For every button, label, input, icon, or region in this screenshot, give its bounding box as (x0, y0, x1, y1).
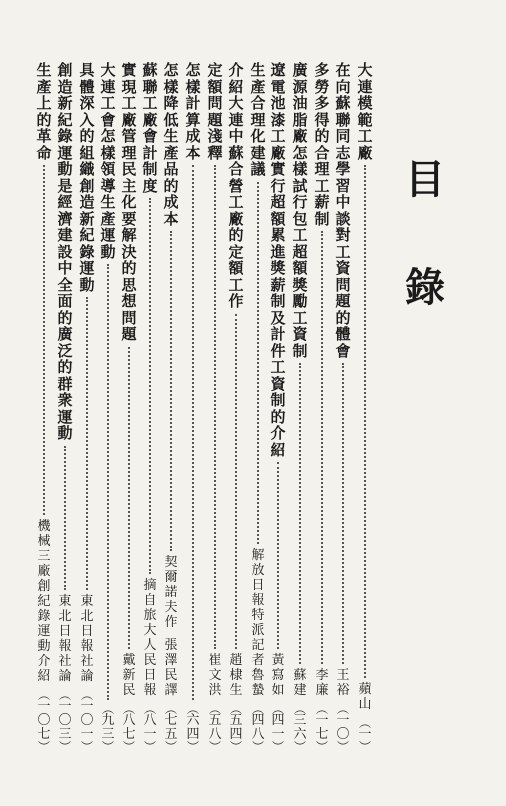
toc-entry-title: 生 產 合 理 化 建 議 (250, 61, 266, 178)
toc-entry-author: 趙 棣 生 (229, 653, 243, 698)
dot-leader (170, 231, 172, 551)
toc-entry-author: 摘 自 旅 大 人 民 日 報 (143, 578, 157, 698)
toc-entry-page: ︵ 一 〇 ︶ (336, 702, 350, 754)
toc-entry-author: 王 裕 (336, 668, 350, 698)
toc-entry[interactable] (55, 62, 75, 752)
toc-entry-author: 契 爾 諾 夫 作 張 澤 民 譯 (164, 555, 178, 698)
toc-entry[interactable] (98, 62, 118, 752)
toc-entry-author: 東 北 日 報 社 論 (58, 594, 72, 684)
toc-entry-author: 蘋 山 (358, 682, 372, 712)
toc-list (0, 62, 506, 752)
toc-entry[interactable] (77, 62, 97, 752)
toc-entry[interactable] (161, 62, 181, 752)
dot-leader (192, 165, 194, 700)
dot-leader (257, 182, 259, 545)
toc-entry-title: 廣 源 油 脂 廠 怎 樣 試 行 包 工 超 額 獎 勵 工 資 制 (292, 61, 308, 360)
toc-entry-page: ︵ 九 三 ︶ (101, 702, 115, 754)
toc-entry[interactable] (183, 62, 203, 752)
toc-entry-title: 蘇 聯 工 廠 會 計 制 度 (142, 61, 158, 195)
dot-leader (277, 462, 279, 649)
dot-leader (342, 363, 344, 664)
toc-entry-page: ︵ 四 八 ︶ (251, 702, 265, 754)
toc-entry-page: ︵ 一 〇 一 ︶ (80, 688, 94, 754)
toc-entry-title: 定 額 問 題 淺 釋 (207, 61, 223, 162)
toc-entry-title: 大 連 工 會 怎 樣 領 導 生 產 運 動 (100, 61, 116, 261)
toc-entry-title: 實 現 工 廠 管 理 民 主 化 要 解 決 的 思 想 問 題 (121, 61, 137, 343)
toc-entry[interactable] (140, 62, 160, 752)
toc-entry[interactable] (205, 62, 225, 752)
dot-leader (214, 165, 216, 649)
toc-entry-title: 創 造 新 紀 錄 運 動 是 經 濟 建 設 中 全 面 的 廣 泛 的 群 衆 運 動 (57, 61, 73, 442)
toc-entry-title: 大 連 模 範 工 廠 (357, 61, 373, 162)
toc-entry-author: 東 北 日 報 社 論 (80, 594, 94, 684)
toc-entry-author: 崔 文 洪 (208, 653, 222, 698)
toc-entry[interactable] (119, 62, 139, 752)
toc-entry[interactable] (34, 62, 54, 752)
toc-entry[interactable] (268, 62, 288, 752)
toc-entry-title: 生 產 上 的 革 命 (36, 61, 52, 162)
toc-entry-page: ︵ 五 四 ︶ (229, 702, 243, 754)
dot-leader (128, 347, 130, 650)
dot-leader (86, 297, 88, 590)
toc-entry[interactable] (333, 62, 353, 752)
toc-entry-page: ︵ 六 四 ︶ (186, 702, 200, 754)
dot-leader (321, 231, 323, 664)
toc-entry-author: 機 械 三 廠 創 紀 錄 運 動 介 紹 (37, 519, 51, 684)
toc-entry-page: ︵ 七 五 ︶ (164, 702, 178, 754)
toc-entry-title: 在 向 蘇 聯 同 志 學 習 中 談 對 工 資 問 題 的 體 會 (335, 61, 351, 360)
dot-leader (43, 165, 45, 515)
dot-leader (299, 363, 301, 664)
heading-char-2: 錄 (405, 264, 445, 311)
toc-entry-title: 遼 電 池 漆 工 廠 實 行 超 額 累 進 獎 薪 制 及 計 件 工 資 制 的 介 紹 (270, 61, 286, 459)
toc-entry-page: ︵ 八 七 ︶ (122, 702, 136, 754)
toc-entry-author: 黃 寫 如 (271, 653, 285, 698)
toc-entry-page: ︵ 一 〇 七 ︶ (37, 688, 51, 754)
toc-entry[interactable] (226, 62, 246, 752)
toc-entry-page: ︵ 五 八 ︶ (208, 702, 222, 754)
heading-char-1: 目 (405, 156, 445, 203)
toc-entry-page: ︵ 一 七 ︶ (315, 702, 329, 754)
toc-entry-title: 怎 樣 降 低 生 產 品 的 成 本 (163, 61, 179, 228)
toc-entry[interactable] (248, 62, 268, 752)
toc-entry-author: 蘇 建 (293, 668, 307, 698)
toc-entry-page: ︵ 三 六 ︶ (293, 702, 307, 754)
toc-entry-author: 戴 新 民 (122, 653, 136, 698)
toc-entry-page: ︵ 四 一 ︶ (271, 702, 285, 754)
toc-entry[interactable] (355, 62, 375, 752)
toc-entry-title: 具 體 深 入 的 組 織 創 造 新 紀 錄 運 動 (79, 61, 95, 294)
dot-leader (235, 314, 237, 650)
toc-entry[interactable] (312, 62, 332, 752)
dot-leader (64, 446, 66, 591)
toc-entry-author: 解 放 日 報 特 派 記 者 魯 蟄 (251, 548, 265, 698)
toc-entry-title: 怎 樣 計 算 成 本 (185, 61, 201, 162)
toc-entry[interactable] (290, 62, 310, 752)
toc-entry-page: ︵ 八 一 ︶ (143, 702, 157, 754)
dot-leader (149, 198, 151, 574)
dot-leader (364, 165, 366, 678)
toc-entry-title: 介 紹 大 連 中 蘇 合 營 工 廠 的 定 額 工 作 (228, 61, 244, 310)
toc-entry-page: ︵ 一 ︶ (358, 716, 372, 754)
toc-entry-title: 多 勞 多 得 的 合 理 工 薪 制 (314, 61, 330, 228)
toc-entry-author: 李 廉 (315, 668, 329, 698)
dot-leader (107, 264, 109, 700)
toc-entry-page: ︵ 一 〇 三 ︶ (58, 688, 72, 754)
